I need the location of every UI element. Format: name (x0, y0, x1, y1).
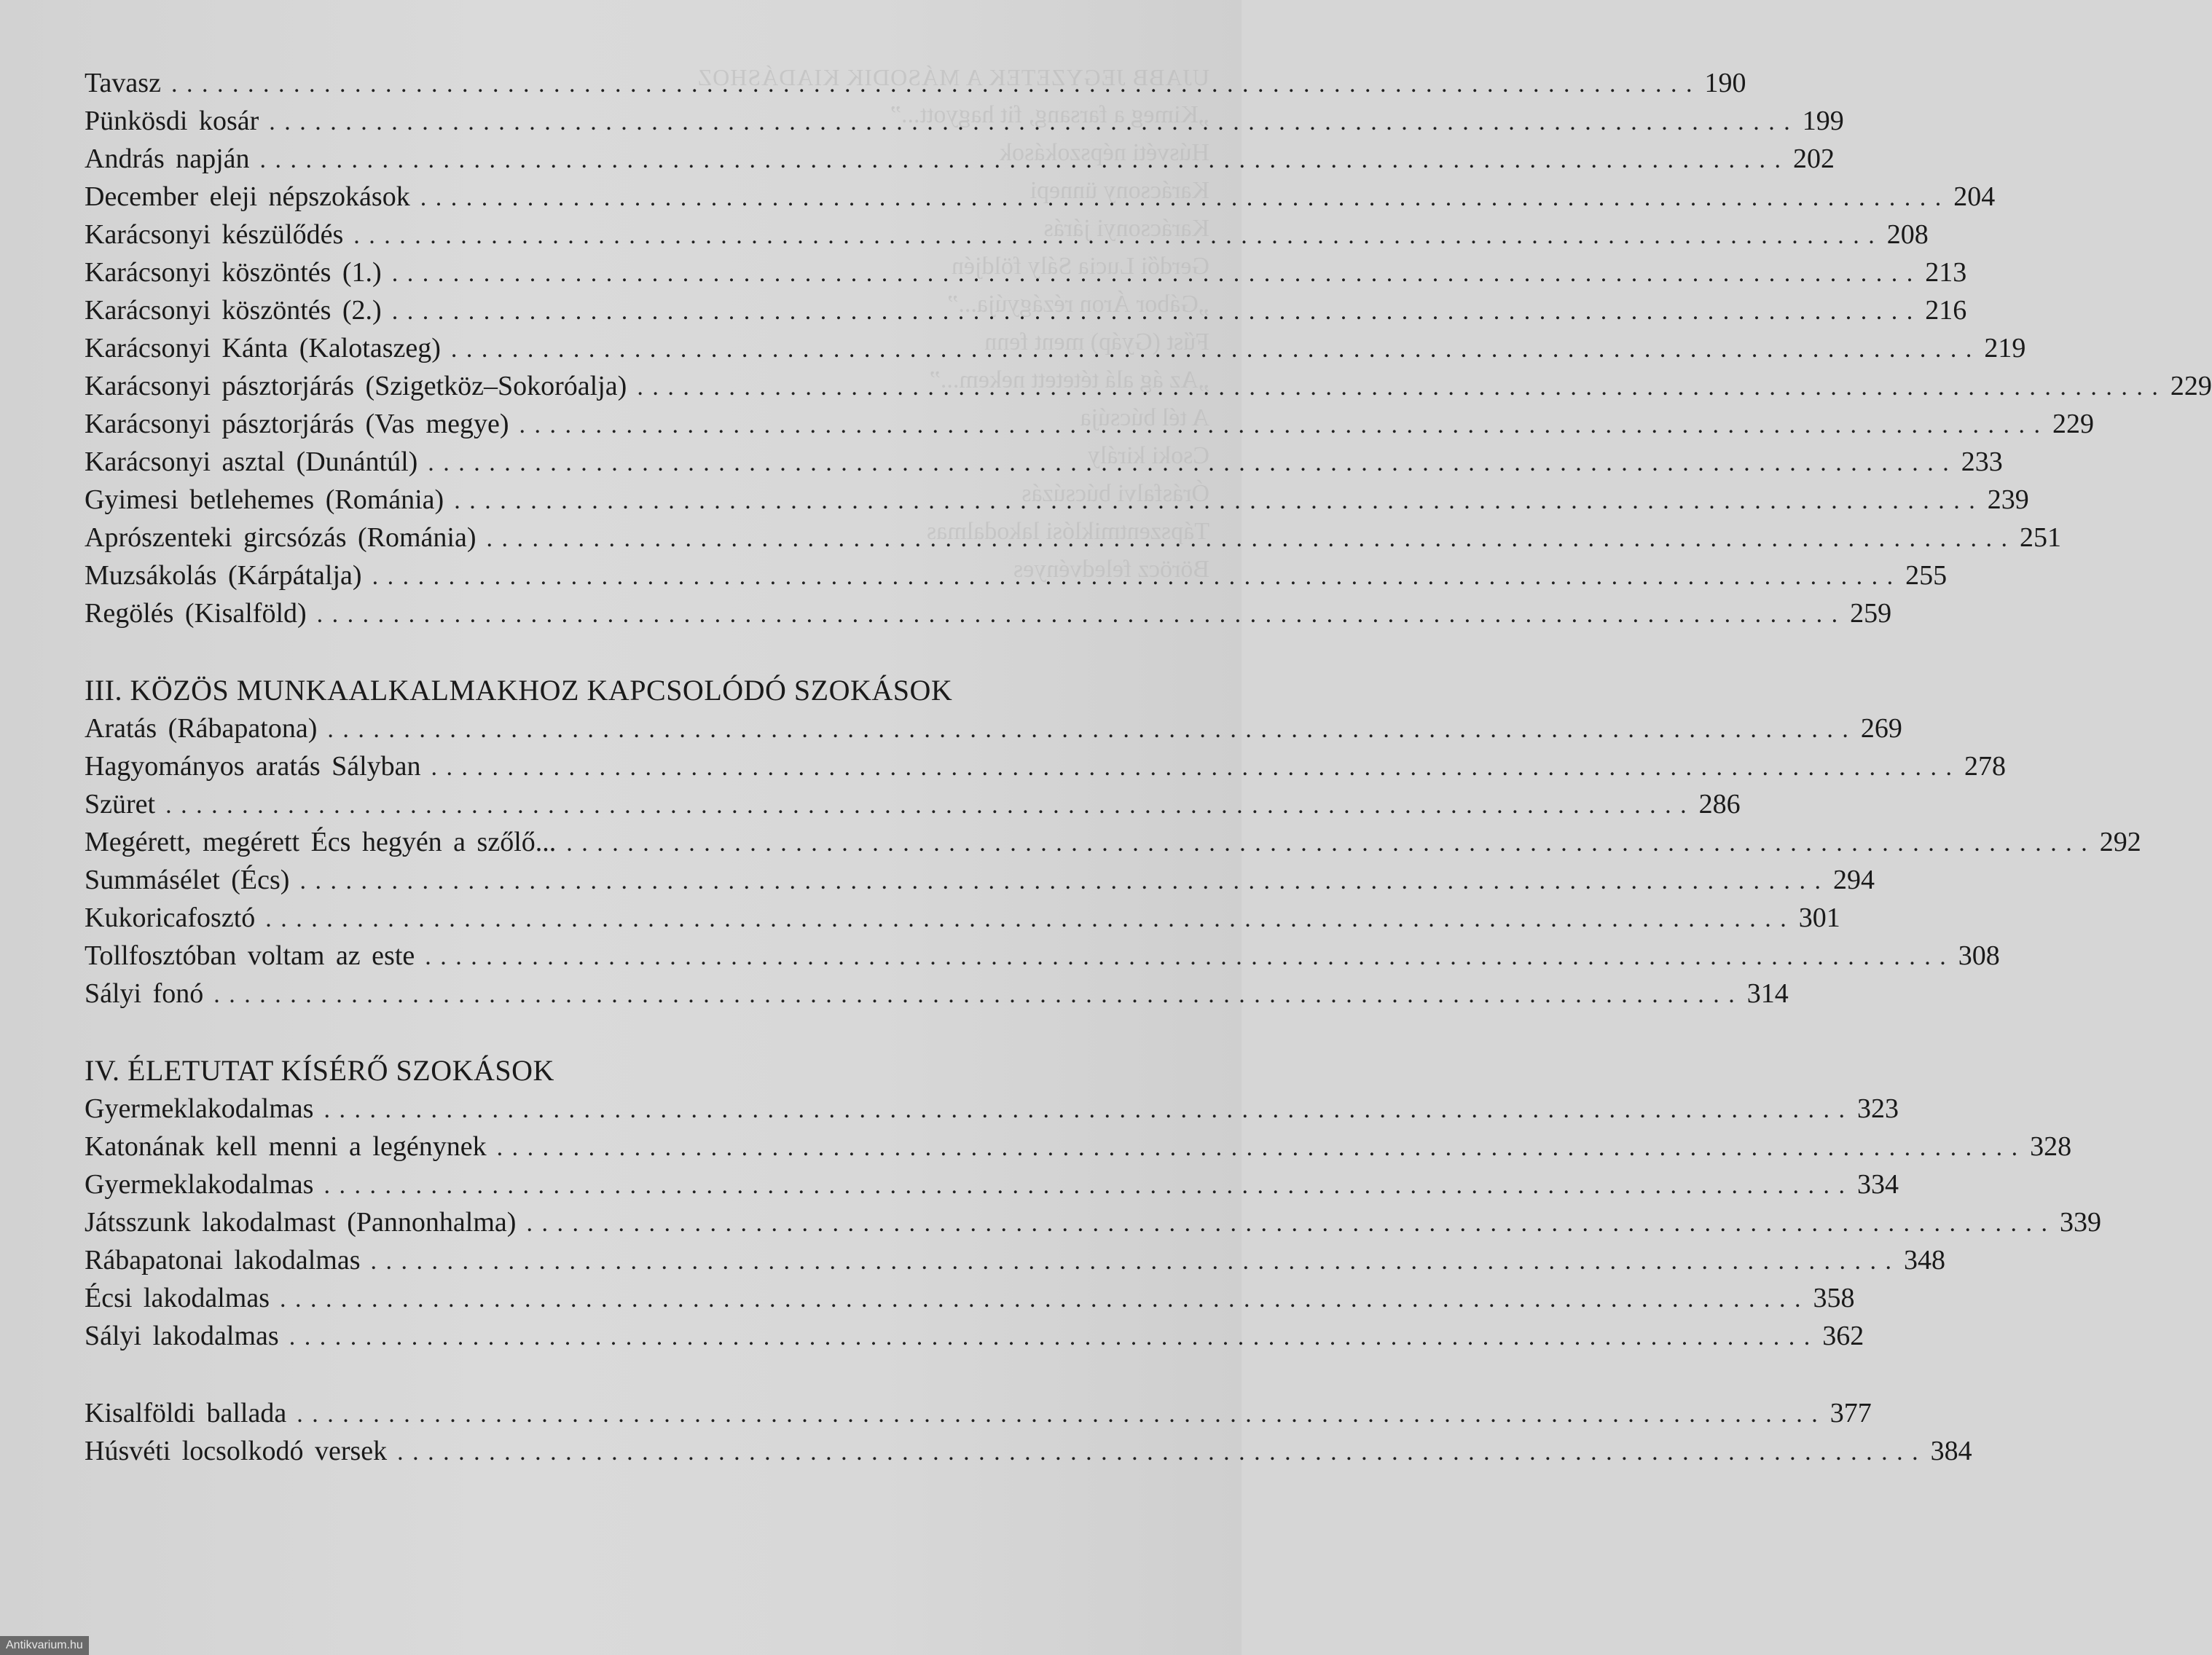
toc-entry (85, 557, 1948, 594)
entry-page-number: 308 (1958, 940, 2000, 971)
entry-page-number: 204 (1953, 181, 1996, 212)
dot-leader (425, 938, 1948, 976)
entry-title: Megérett, megérett Écs hegyén a szőlő... (85, 827, 557, 857)
entry-title: Karácsonyi asztal (Dunántúl) (85, 447, 418, 477)
toc-entry (85, 1394, 1872, 1432)
entry-title: Játsszunk lakodalmast (Pannonhalma) (85, 1207, 517, 1238)
dot-leader (289, 1318, 1812, 1356)
entry-page-number: 358 (1813, 1283, 1855, 1313)
entry-title: András napján (85, 144, 250, 174)
entry-page-number: 377 (1829, 1398, 1872, 1428)
dot-leader (487, 520, 2009, 558)
entry-page-number: 229 (2052, 409, 2094, 439)
dot-leader (431, 749, 1954, 787)
dot-leader (372, 558, 1895, 596)
dot-leader (397, 1434, 1920, 1471)
entry-title: Karácsonyi pásztorjárás (Vas megye) (85, 409, 509, 439)
entry-page-number: 208 (1886, 219, 1929, 250)
entry-page-number: 251 (2020, 522, 2061, 553)
dot-leader (451, 331, 1974, 369)
toc-entry (85, 253, 1967, 291)
toc-entry (85, 291, 1967, 329)
entry-page-number: 239 (1987, 484, 2029, 515)
dot-leader (392, 255, 1915, 293)
toc-entry (85, 937, 2000, 975)
entry-page-number: 216 (1925, 295, 1967, 326)
dot-leader (454, 482, 1977, 520)
dot-leader (371, 1243, 1894, 1281)
dot-leader (637, 369, 2160, 406)
entry-title: Gyermeklakodalmas (85, 1169, 314, 1200)
bleed-through-line: Karácsony ünnepi (1029, 177, 1209, 204)
toc-entry (85, 178, 1996, 216)
dot-leader (392, 293, 1915, 331)
bleed-through-line: „Kimeg a farsang, fit hagyott...” (890, 101, 1209, 128)
entry-title: Gyermeklakodalmas (85, 1093, 314, 1124)
entry-title: Tavasz (85, 68, 161, 98)
entry-page-number: 348 (1904, 1245, 1945, 1275)
dot-leader (420, 179, 1943, 217)
dot-leader (260, 141, 1783, 179)
entry-title: Aprószenteki gircsózás (Románia) (85, 522, 476, 553)
dot-leader (526, 1205, 2049, 1243)
bleed-through-line: „Gábor Áron rézágyúja...” (947, 291, 1209, 318)
toc-entry (85, 899, 1840, 937)
bleed-through-line: „Az ág alá tétetett nekem...” (929, 366, 1209, 393)
dot-leader (299, 862, 1822, 900)
section-heading: III. KÖZÖS MUNKAALKALMAKHOZ KAPCSOLÓDÓ SZOKÁSOK (85, 674, 953, 707)
dot-leader (519, 406, 2042, 444)
entry-title: Karácsonyi készülődés (85, 219, 344, 250)
entry-page-number: 233 (1961, 447, 2003, 477)
entry-page-number: 314 (1746, 978, 1789, 1009)
toc-entry (85, 823, 2141, 861)
toc-entry (85, 975, 1789, 1013)
dot-leader (213, 976, 1736, 1014)
dot-leader (265, 900, 1788, 938)
entry-page-number: 259 (1850, 598, 1892, 629)
toc-section (85, 1052, 2101, 1355)
bleed-through-line: A tél búcsúja (1080, 404, 1209, 431)
entry-title: Szüret (85, 789, 156, 819)
dot-leader (317, 596, 1840, 634)
entry-page-number: 278 (1964, 751, 2007, 782)
dot-leader (497, 1129, 2020, 1167)
entry-page-number: 294 (1832, 865, 1875, 895)
entry-title: Muzsákolás (Kárpátalja) (85, 560, 362, 591)
entry-title: Karácsonyi Kánta (Kalotaszeg) (85, 333, 441, 363)
toc-entry (85, 709, 1902, 747)
entry-page-number: 328 (2030, 1131, 2072, 1162)
bleed-through-line: Karácsonyi járás (1043, 215, 1209, 242)
toc-entry (85, 1165, 1899, 1203)
toc-entry (85, 216, 1929, 253)
entry-title: Kukoricafosztó (85, 903, 256, 933)
entry-title: Regölés (Kisalföld) (85, 598, 307, 629)
entry-page-number: 255 (1905, 560, 1948, 591)
toc-entry (85, 1279, 1855, 1317)
dot-leader (323, 1091, 1846, 1129)
toc-entry (85, 1128, 2072, 1165)
toc-entry (85, 594, 1892, 632)
bleed-through-line: Tápszentmiklósi lakodalmas (926, 518, 1209, 545)
entry-title: Rábapatonai lakodalmas (85, 1245, 361, 1275)
toc-entry (85, 1317, 1864, 1355)
entry-title: Hagyományos aratás Sályban (85, 751, 421, 782)
entry-page-number: 190 (1704, 68, 1746, 98)
toc-entry (85, 64, 1746, 102)
toc-entry (85, 785, 1741, 823)
entry-title: Karácsonyi köszöntés (2.) (85, 295, 382, 326)
entry-page-number: 269 (1860, 713, 1902, 744)
entry-title: Tollfosztóban voltam az este (85, 940, 415, 971)
entry-page-number: 292 (2099, 827, 2141, 857)
entry-page-number: 339 (2059, 1207, 2101, 1238)
dot-leader (566, 825, 2089, 862)
toc-entry (85, 140, 1835, 178)
toc-entry (85, 329, 2026, 367)
entry-title: December eleji népszokások (85, 181, 410, 212)
entry-title: Summásélet (Écs) (85, 865, 290, 895)
dot-leader (428, 444, 1950, 482)
dot-leader (269, 103, 1792, 141)
entry-title: Sályi lakodalmas (85, 1321, 279, 1351)
entry-page-number: 301 (1798, 903, 1840, 933)
entry-page-number: 199 (1802, 106, 1844, 136)
dot-leader (297, 1396, 1819, 1434)
entry-page-number: 362 (1822, 1321, 1864, 1351)
bleed-through-line: Böröcz feledvényes (1013, 556, 1209, 583)
entry-page-number: 213 (1925, 257, 1967, 288)
watermark: Antikvarium.hu (0, 1636, 89, 1655)
dot-leader (353, 217, 1876, 255)
entry-title: Kisalföldi ballada (85, 1398, 287, 1428)
toc-entry (85, 747, 2007, 785)
toc-entry (85, 1203, 2101, 1241)
entry-page-number: 334 (1856, 1169, 1899, 1200)
dot-leader (327, 711, 1850, 749)
entry-title: Karácsonyi köszöntés (1.) (85, 257, 382, 288)
toc-entry (85, 861, 1875, 899)
dot-leader (323, 1167, 1846, 1205)
entry-page-number: 286 (1698, 789, 1741, 819)
bleed-through-line: Gerdői Lucia Sály földjén (951, 253, 1209, 280)
dot-leader (280, 1281, 1803, 1318)
entry-title: Aratás (Rábapatona) (85, 713, 318, 744)
toc-section (85, 1394, 1972, 1470)
toc-entry (85, 519, 2061, 557)
entry-page-number: 219 (1984, 333, 2026, 363)
bleed-through-line: Órásfalvi búcsúzás (1021, 480, 1209, 507)
dot-leader (171, 66, 1694, 103)
entry-title: Gyimesi betlehemes (Románia) (85, 484, 444, 515)
bleed-through-line: Húsvéti népszokások (999, 139, 1209, 166)
entry-title: Écsi lakodalmas (85, 1283, 270, 1313)
entry-title: Húsvéti locsolkodó versek (85, 1436, 388, 1466)
toc-entry (85, 1090, 1899, 1128)
entry-page-number: 384 (1930, 1436, 1972, 1466)
entry-title: Karácsonyi pásztorjárás (Szigetköz–Sokoróalja) (85, 371, 627, 401)
toc-entry (85, 102, 1844, 140)
toc-entry (85, 1241, 1945, 1279)
dot-leader (165, 787, 1688, 825)
entry-title: Sályi fonó (85, 978, 204, 1009)
entry-page-number: 202 (1793, 144, 1835, 174)
toc-entry (85, 1432, 1972, 1470)
bleed-through-line: Csoki király (1087, 442, 1209, 469)
entry-page-number: 229 (2170, 371, 2212, 401)
entry-title: Katonának kell menni a legénynek (85, 1131, 487, 1162)
bleed-through-title: UJABB JEGYZETEK A MÁSODIK KIADÁSHOZ (697, 64, 1209, 90)
toc-entry (85, 481, 2029, 519)
entry-page-number: 323 (1856, 1093, 1899, 1124)
toc-section (85, 672, 2141, 1013)
entry-title: Pünkösdi kosár (85, 106, 259, 136)
section-heading: IV. ÉLETUTAT KÍSÉRŐ SZOKÁSOK (85, 1054, 554, 1087)
bleed-through-line: Fűst (Gyáp) ment fenn (984, 329, 1209, 355)
toc-entry (85, 367, 2212, 405)
